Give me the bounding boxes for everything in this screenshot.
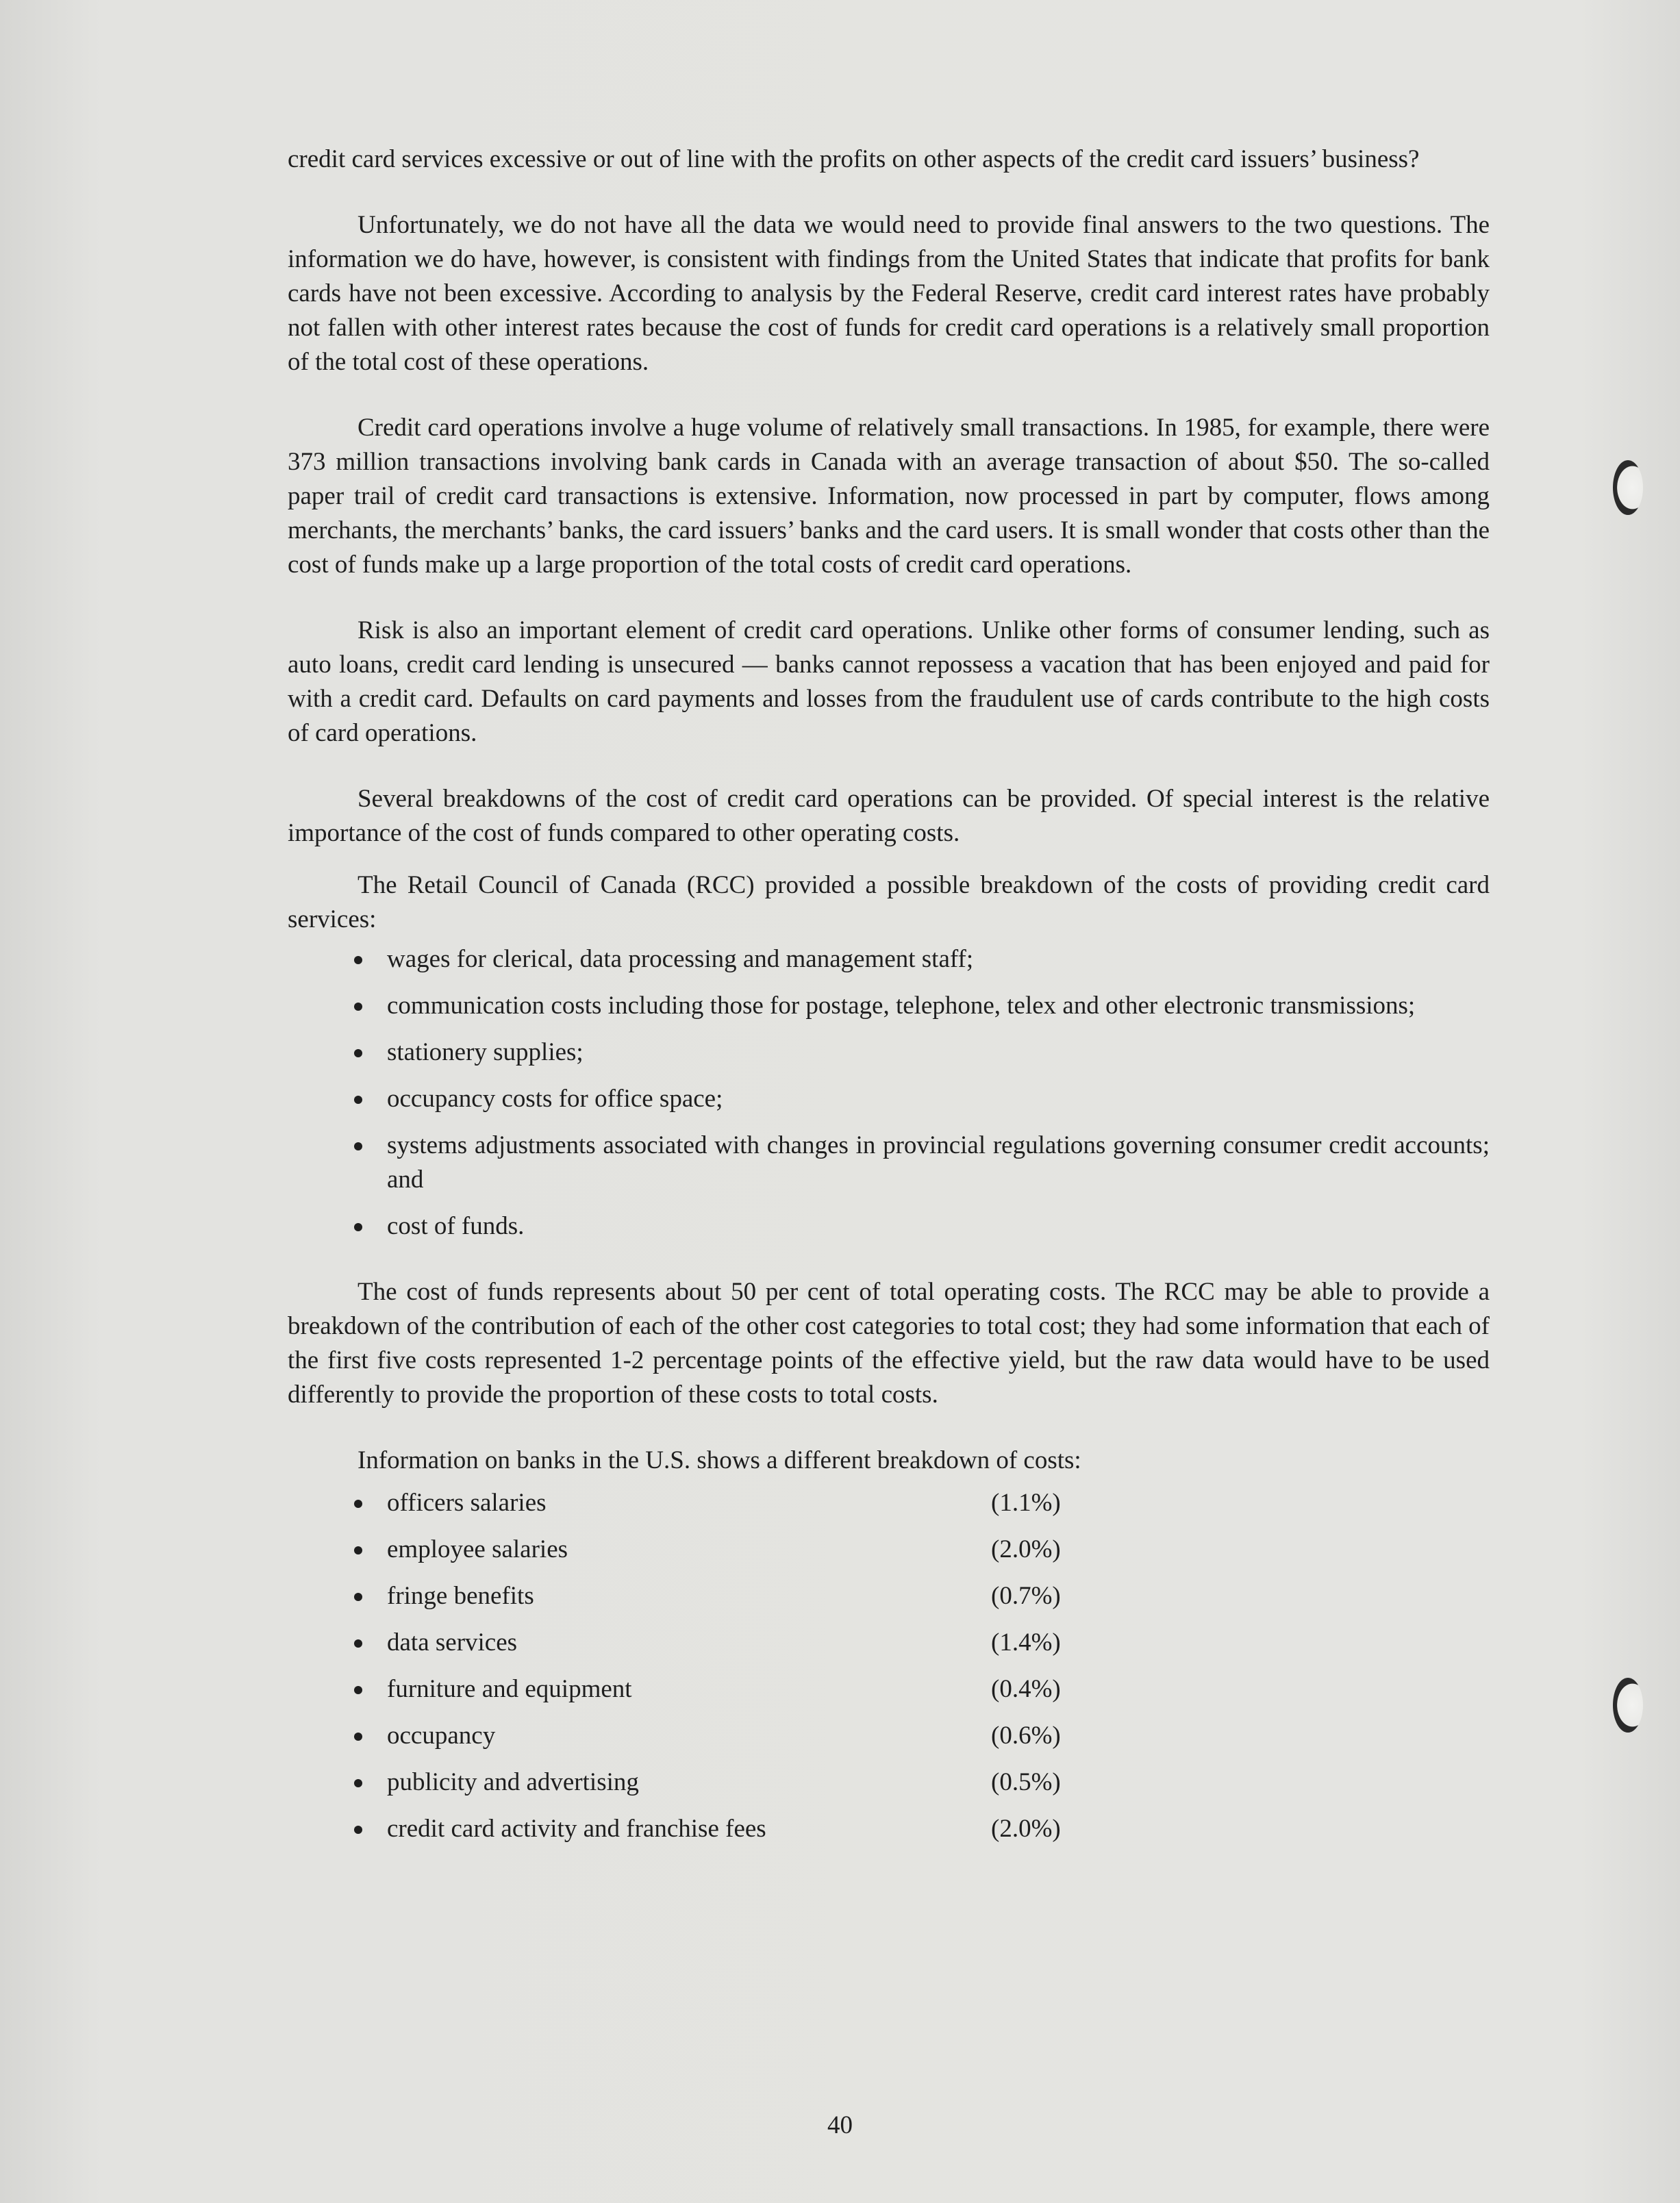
bullet-icon [354,1639,362,1648]
list-item [288,1812,1490,1846]
cost-item: fringe benefits [387,1582,534,1610]
list-item: communication costs including those for postage, telephone, telex and other electronic transmissions; [288,989,1490,1023]
cost-item: furniture and equipment [387,1675,632,1703]
rcc-cost-list [288,942,1490,1244]
bullet-icon [354,1049,362,1057]
list-item: wages for clerical, data processing and management staff; [288,942,1490,977]
list-item [288,1486,1490,1520]
bullet-icon [354,1546,362,1554]
page-body [288,142,1490,1859]
list-item: occupancy costs for office space; [288,1082,1490,1116]
cost-item: publicity and advertising [387,1768,639,1796]
list-item [288,1765,1490,1800]
paragraph-transaction-volume: Credit card operations involve a huge volume of relatively small transactions. In 1985, for example, there were 373 million transactions involving bank cards in Canada with an average transaction of about $50. The so-called paper trail of credit card transactions is extensive. Information, now processed in part by computer, flows among merchants, the merchants’ banks, the card issuers’ banks and the card users. It is small wonder that costs other than the cost of funds make up a large proportion of the total costs of credit card operations. [288,414,1490,579]
list-item [288,1672,1490,1707]
cost-percent: (2.0%) [991,1535,1061,1563]
list-item: cost of funds. [288,1209,1490,1244]
bullet-icon [354,1003,362,1011]
cost-item: occupancy [387,1722,496,1750]
cost-percent: (1.4%) [991,1628,1061,1657]
cost-item: credit card activity and franchise fees [387,1815,766,1843]
bullet-icon [354,1733,362,1741]
cost-percent: (0.4%) [991,1675,1061,1703]
list-item [288,1626,1490,1660]
cost-item: data services [387,1628,518,1657]
cost-percent: (2.0%) [991,1815,1061,1843]
list-item: systems adjustments associated with changes in provincial regulations governing consumer credit accounts; and [288,1129,1490,1197]
list-item [288,1579,1490,1613]
page-number: 40 [827,2111,853,2139]
list-item [288,1719,1490,1753]
paragraph-risk: Risk is also an important element of credit card operations. Unlike other forms of consumer lending, such as auto loans, credit card lending is unsecured — banks cannot repossess a vacation that has been enjoyed and paid for with a credit card. Defaults on card payments and losses from the fraudulent use of cards contribute to the high costs of card operations. [288,616,1490,747]
cost-item: officers salaries [387,1489,547,1517]
us-cost-list [288,1486,1490,1846]
bullet-icon [354,1686,362,1694]
paragraph-continued: credit card services excessive or out of line with the profits on other aspects of the credit card issuers’ business? [288,145,1420,173]
bullet-icon [354,956,362,964]
list-item: stationery supplies; [288,1035,1490,1070]
paragraph-cost-breakdowns: Several breakdowns of the cost of credit card operations can be provided. Of special interest is the relative importance of the cost of funds compared to other operating costs. [288,785,1490,847]
bullet-icon [354,1500,362,1508]
bullet-icon [354,1096,362,1104]
cost-percent: (0.5%) [991,1768,1061,1796]
paragraph-data-findings: Unfortunately, we do not have all the data we would need to provide final answers to the two questions. The information we do have, however, is consistent with findings from the United States that indicate that profits for bank cards have not been excessive. According to analysis by the Federal Reserve, credit card interest rates have probably not fallen with other interest rates because the cost of funds for credit card operations is a relatively small proportion of the total cost of these operations. [288,211,1490,376]
paragraph-cost-of-funds: The cost of funds represents about 50 per cent of total operating costs. The RCC may be able to provide a breakdown of the contribution of each of the other cost categories to total cost; they had some information that each of the first five costs represented 1-2 percentage points of the effective yield, but the raw data would have to be used differently to provide the proportion of these costs to total costs. [288,1278,1490,1409]
binder-hole-top [1613,460,1643,515]
cost-percent: (0.7%) [991,1582,1061,1610]
cost-percent: (1.1%) [991,1489,1061,1517]
bullet-icon [354,1593,362,1601]
paragraph-us-intro: Information on banks in the U.S. shows a different breakdown of costs: [358,1446,1081,1474]
bullet-icon [354,1142,362,1150]
bullet-icon [354,1779,362,1787]
bullet-icon [354,1223,362,1231]
bullet-icon [354,1826,362,1834]
cost-item: employee salaries [387,1535,568,1563]
list-item [288,1533,1490,1567]
paragraph-rcc-intro: The Retail Council of Canada (RCC) provided a possible breakdown of the costs of providing credit card services: [288,871,1490,933]
binder-hole-bottom [1613,1678,1643,1733]
cost-percent: (0.6%) [991,1722,1061,1750]
